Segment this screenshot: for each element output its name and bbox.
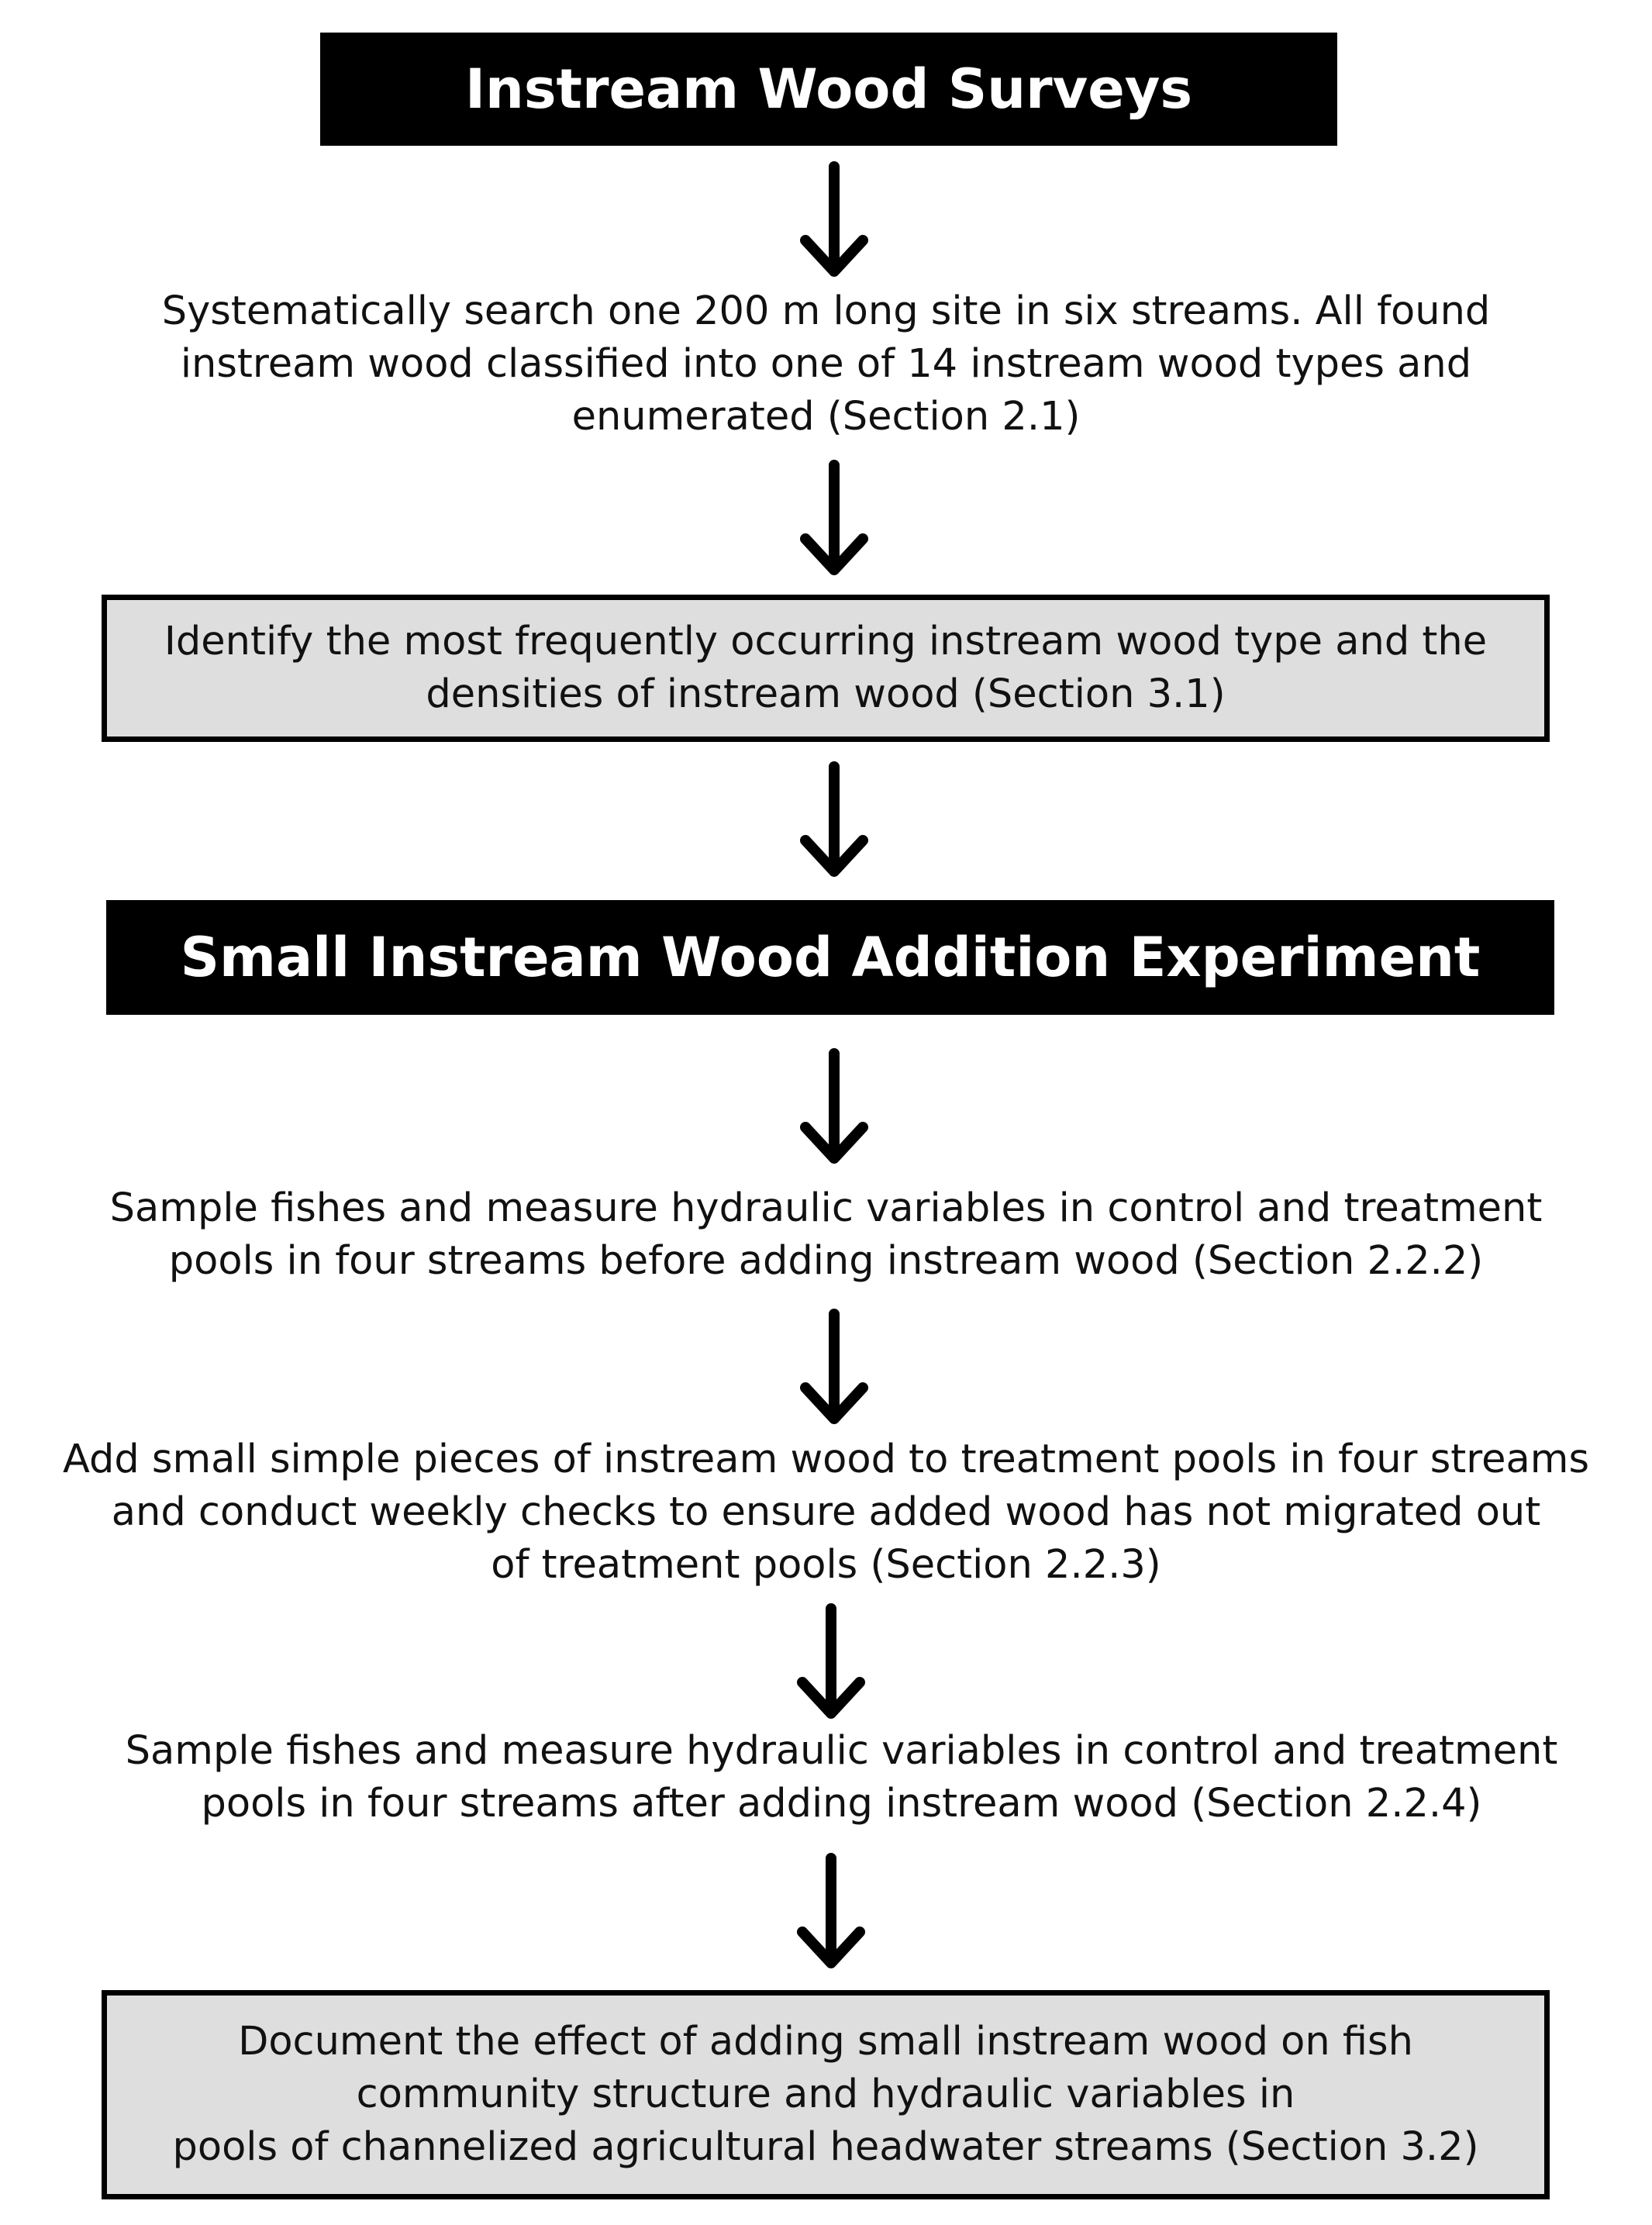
document-result-line: community structure and hydraulic variables in <box>356 2071 1295 2117</box>
arrow-down-icon <box>799 1050 869 1166</box>
sample-before-step-node <box>31 1181 1621 1289</box>
add-wood-step-line: of treatment pools (Section 2.2.3) <box>491 1542 1161 1588</box>
arrow-down-icon <box>799 163 869 279</box>
sample-after-step-line: Sample fishes and measure hydraulic variables in control and treatment <box>125 1728 1558 1774</box>
experiment-header-line: Small Instream Wood Addition Experiment <box>180 926 1481 989</box>
add-wood-step-line: Add small simple pieces of instream wood to treatment pools in four streams <box>62 1437 1590 1482</box>
sample-after-step-node <box>47 1723 1636 1832</box>
search-step-line: Systematically search one 200 m long site in six streams. All found <box>161 288 1491 334</box>
sample-before-step-line: pools in four streams before adding instream wood (Section 2.2.2) <box>168 1238 1484 1284</box>
document-result-line: pools of channelized agricultural headwater streams (Section 3.2) <box>172 2124 1479 2170</box>
sample-after-step-line: pools in four streams after adding instream wood (Section 2.2.4) <box>201 1781 1482 1827</box>
identify-result-node <box>102 595 1550 742</box>
arrow-down-icon <box>799 1310 869 1426</box>
arrow-down-icon <box>796 1854 866 1971</box>
surveys-header-node <box>320 33 1337 146</box>
sample-before-step-line: Sample fishes and measure hydraulic variables in control and treatment <box>109 1185 1543 1231</box>
add-wood-step-line: and conduct weekly checks to ensure added wood has not migrated out <box>111 1489 1541 1535</box>
document-result-line: Document the effect of adding small instream wood on fish <box>238 2019 1413 2065</box>
add-wood-step-node <box>8 1431 1644 1594</box>
search-step-node <box>78 285 1574 443</box>
identify-result-line: Identify the most frequently occurring instream wood type and the <box>164 619 1488 664</box>
document-result-node <box>102 1990 1550 2199</box>
surveys-header-line: Instream Wood Surveys <box>464 57 1193 121</box>
arrow-down-icon <box>799 763 869 879</box>
search-step-line: instream wood classified into one of 14 instream wood types and <box>180 341 1472 387</box>
arrow-down-icon <box>796 1605 866 1721</box>
search-step-line: enumerated (Section 2.1) <box>571 394 1081 440</box>
identify-result-line: densities of instream wood (Section 3.1) <box>426 671 1226 717</box>
arrow-down-icon <box>799 461 869 578</box>
experiment-header-node <box>106 900 1554 1015</box>
